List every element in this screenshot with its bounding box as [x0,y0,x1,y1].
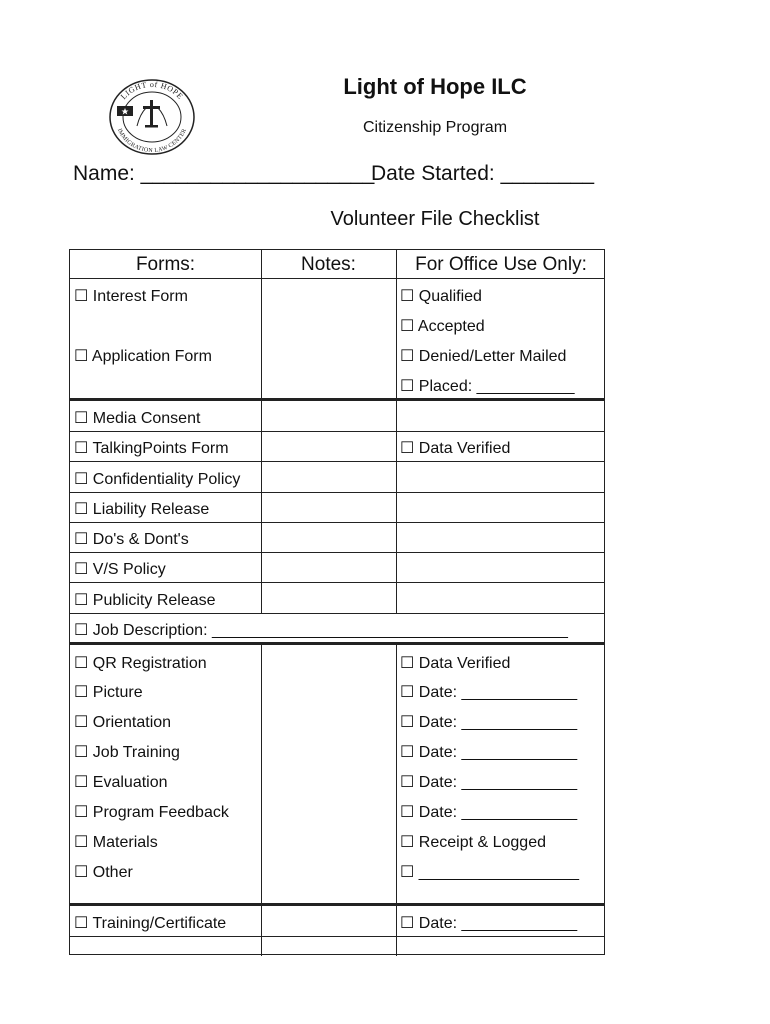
row-divider [70,522,604,523]
row-divider [70,431,604,432]
dos-donts-checkbox[interactable]: ☐ Do's & Dont's [74,531,189,548]
checklist-title: Volunteer File Checklist [330,208,540,230]
column-divider [261,644,262,956]
job-training-date-checkbox[interactable]: ☐ Date: _____________ [400,744,578,761]
data-verified-checkbox[interactable]: ☐ Data Verified [400,655,511,672]
other-blank-checkbox[interactable]: ☐ __________________ [400,864,579,881]
confidentiality-policy-checkbox[interactable]: ☐ Confidentiality Policy [74,471,241,488]
program-subtitle: Citizenship Program [362,119,508,136]
liability-release-checkbox[interactable]: ☐ Liability Release [74,501,210,518]
row-divider [70,613,604,614]
notes-column-header: Notes: [301,254,356,275]
training-certificate-date-checkbox[interactable]: ☐ Date: _____________ [400,915,578,932]
picture-date-checkbox[interactable]: ☐ Date: _____________ [400,684,578,701]
training-certificate-checkbox[interactable]: ☐ Training/Certificate [74,915,227,932]
qualified-checkbox[interactable]: ☐ Qualified [400,288,482,305]
accepted-checkbox[interactable]: ☐ Accepted [400,318,485,335]
orientation-date-checkbox[interactable]: ☐ Date: _____________ [400,714,578,731]
logo-bottom-text: IMMIGRATION LAW CENTER [115,127,189,155]
interest-form-checkbox[interactable]: ☐ Interest Form [74,288,188,305]
orientation-checkbox[interactable]: ☐ Orientation [74,714,172,731]
publicity-release-checkbox[interactable]: ☐ Publicity Release [74,592,216,609]
media-consent-checkbox[interactable]: ☐ Media Consent [74,410,201,427]
evaluation-date-checkbox[interactable]: ☐ Date: _____________ [400,774,578,791]
qr-registration-checkbox[interactable]: ☐ QR Registration [74,655,207,672]
office-use-column-header: For Office Use Only: [415,254,587,275]
row-divider [70,398,604,401]
row-divider [70,552,604,553]
data-verified-checkbox[interactable]: ☐ Data Verified [400,440,511,457]
row-divider [70,492,604,493]
name-field-label: Name: ____________________ [73,162,375,185]
application-form-checkbox[interactable]: ☐ Application Form [74,348,212,365]
column-divider [396,644,397,956]
job-training-checkbox[interactable]: ☐ Job Training [74,744,180,761]
denied-letter-mailed-checkbox[interactable]: ☐ Denied/Letter Mailed [400,348,567,365]
row-divider [70,461,604,462]
row-divider [70,278,604,279]
talkingpoints-form-checkbox[interactable]: ☐ TalkingPoints Form [74,440,229,457]
vs-policy-checkbox[interactable]: ☐ V/S Policy [74,561,166,578]
logo-top-text: LIGHT of HOPE [118,79,186,102]
date-started-label: Date Started: ________ [371,162,595,185]
program-feedback-date-checkbox[interactable]: ☐ Date: _____________ [400,804,578,821]
program-feedback-checkbox[interactable]: ☐ Program Feedback [74,804,229,821]
materials-checkbox[interactable]: ☐ Materials [74,834,158,851]
row-divider [70,936,604,937]
placed-checkbox[interactable]: ☐ Placed: ___________ [400,378,575,395]
job-description-checkbox[interactable]: ☐ Job Description: ________________________________________ [74,622,568,639]
checklist-table [69,249,605,955]
picture-checkbox[interactable]: ☐ Picture [74,684,143,701]
forms-column-header: Forms: [135,254,196,275]
row-divider [70,903,604,906]
row-divider [70,582,604,583]
organization-title: Light of Hope ILC [343,74,527,99]
row-divider [70,642,604,645]
other-checkbox[interactable]: ☐ Other [74,864,133,881]
evaluation-checkbox[interactable]: ☐ Evaluation [74,774,168,791]
receipt-logged-checkbox[interactable]: ☐ Receipt & Logged [400,834,546,851]
